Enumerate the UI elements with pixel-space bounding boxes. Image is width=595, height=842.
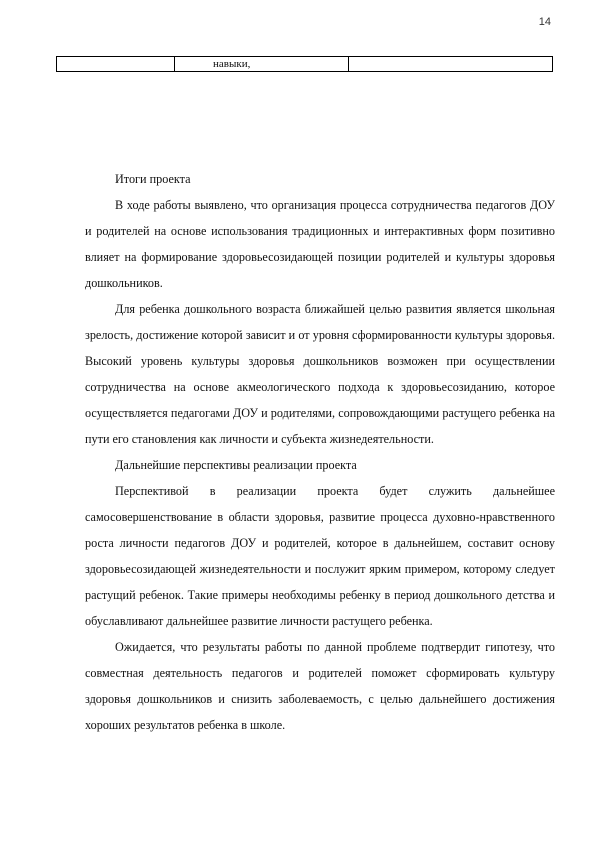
page-number: 14	[538, 16, 551, 28]
paragraph: Перспективой в реализации проекта будет служить дальнейшее самосовершенствование в области здоровья, развитие процесса духовно-нравственного роста личности педагогов ДОУ и родителей, которое в дальнейшем, составит основу здоровьесозидающей жизнедеятельности и послужит ярким примером, которому следует растущий ребенок. Такие примеры необходимы ребенку в период дошкольного детства и обуславливают дальнейшее развитие личности растущего ребенка.	[85, 484, 555, 628]
paragraph: Ожидается, что результаты работы по данной проблеме подтвердит гипотезу, что совместная деятельность педагогов и родителей поможет сформировать культуру здоровья дошкольников и снизить заболеваемость, с целью дальнейшего достижения хороших результатов ребенка в школе.	[85, 640, 555, 732]
table-cell	[349, 57, 552, 71]
paragraph: Для ребенка дошкольного возраста ближайшей целью развития является школьная зрелость, достижение которой зависит и от уровня сформированности культуры здоровья. Высокий уровень культуры здоровья дошкольников возможен при осуществлении сотрудничества на основе акмеологического подхода к здоровьесозиданию, которое осуществляется педагогами ДОУ и родителями, сопровождающими растущего ребенка на пути его становления как личности и субъекта жизнедеятельности.	[85, 302, 555, 446]
section-heading-prospects: Дальнейшие перспективы реализации проекта	[115, 458, 357, 472]
table-cell	[57, 57, 175, 71]
table-row	[56, 56, 553, 72]
section-heading-results: Итоги проекта	[115, 172, 191, 186]
document-body	[85, 166, 555, 738]
table-cell: навыки,	[175, 57, 349, 71]
paragraph: В ходе работы выявлено, что организация процесса сотрудничества педагогов ДОУ и родителей на основе использования традиционных и интерактивных форм позитивно влияет на формирование здоровьесозидающей позиции родителей и культуры здоровья дошкольников.	[85, 198, 555, 290]
